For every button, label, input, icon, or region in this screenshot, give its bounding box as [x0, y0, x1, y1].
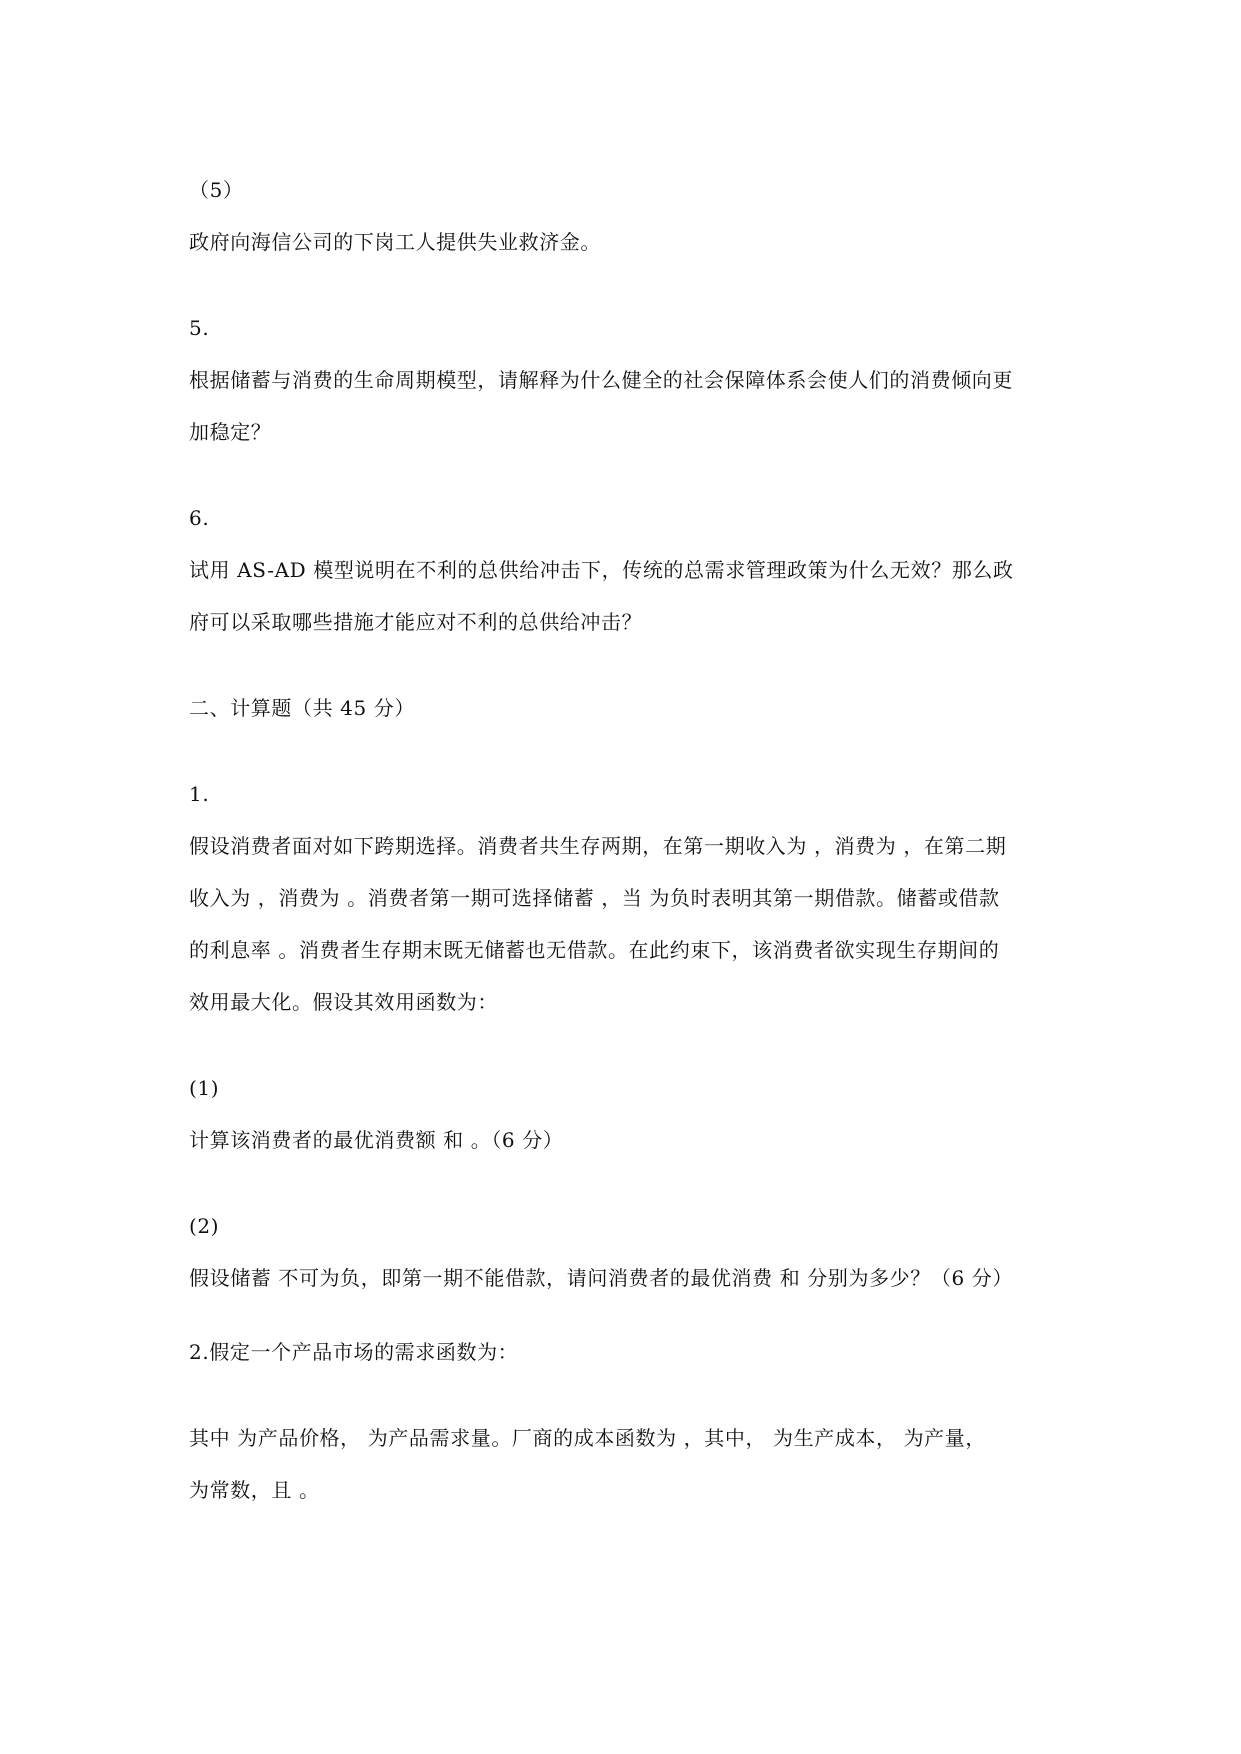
section-heading: 二、计算题（共 45 分）: [189, 696, 415, 720]
paragraph-text: 计算该消费者的最优消费额 和 。（6 分）: [189, 1128, 564, 1152]
paragraph-text: 假设消费者面对如下跨期选择。消费者共生存两期，在第一期收入为 ，消费为 ，在第二期: [189, 834, 1007, 858]
question-number-1: 1.: [189, 782, 210, 806]
paragraph-text: 根据储蓄与消费的生命周期模型，请解释为什么健全的社会保障体系会使人们的消费倾向更: [189, 368, 1013, 392]
paragraph-text: 效用最大化。假设其效用函数为：: [189, 990, 498, 1014]
paragraph-text: 其中 为产品价格， 为产品需求量。厂商的成本函数为 ，其中， 为生产成本， 为产量，: [189, 1426, 986, 1450]
question-number-6: 6.: [189, 506, 210, 530]
paragraph-text: 收入为 ，消费为 。消费者第一期可选择储蓄 ，当 为负时表明其第一期借款。储蓄或借款: [189, 886, 1000, 910]
paragraph-text: 政府向海信公司的下岗工人提供失业救济金。: [189, 230, 601, 254]
paragraph-text: 试用 AS-AD 模型说明在不利的总供给冲击下，传统的总需求管理政策为什么无效？那么政: [189, 558, 1014, 582]
paragraph-text: 加稳定？: [189, 420, 272, 444]
paragraph-text: 的利息率 。消费者生存期末既无储蓄也无借款。在此约束下，该消费者欲实现生存期间的: [189, 938, 1000, 962]
question-number-2: 2.假定一个产品市场的需求函数为：: [189, 1340, 519, 1364]
sub-question-number-2: (2): [189, 1214, 220, 1238]
paragraph-text: 假设储蓄 不可为负，即第一期不能借款，请问消费者的最优消费 和 分别为多少？（6 分）: [189, 1266, 1013, 1290]
item-label-5-paren: （5）: [189, 178, 244, 202]
sub-question-number-1: (1): [189, 1076, 220, 1100]
paragraph-text: 为常数，且 。: [189, 1478, 320, 1502]
question-number-5: 5.: [189, 316, 210, 340]
paragraph-text: 府可以采取哪些措施才能应对不利的总供给冲击？: [189, 610, 643, 634]
